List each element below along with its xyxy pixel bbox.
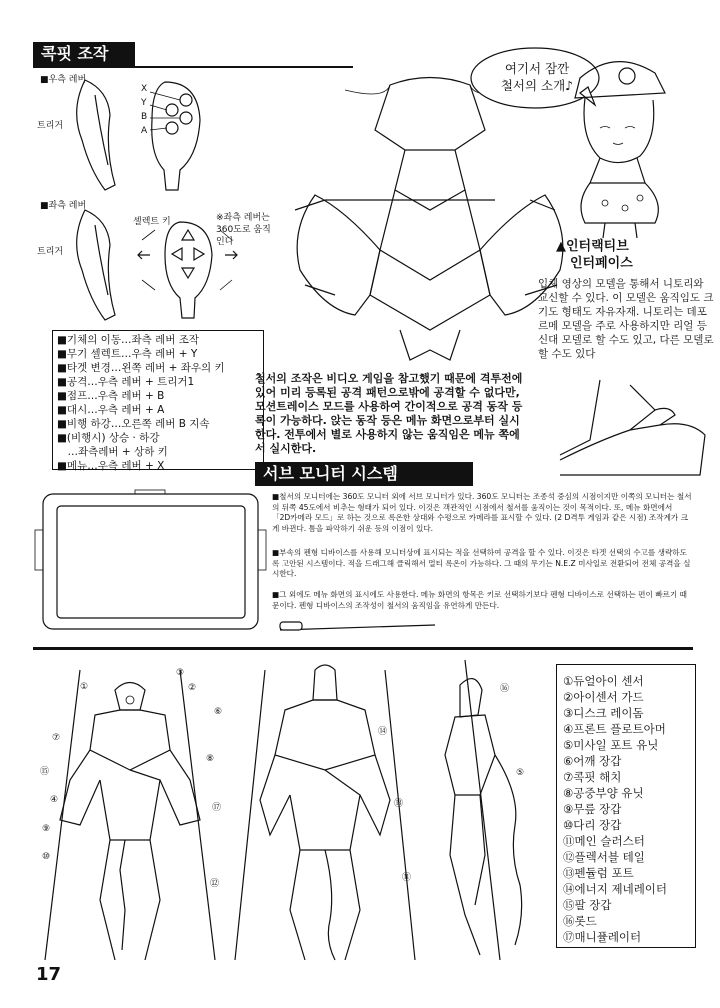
- legend-item: ⑦콕핏 해치: [563, 770, 622, 784]
- mech-front-view: [40, 660, 223, 970]
- command-item: ■대시…우측 레버 + A: [57, 404, 165, 416]
- left-lever-note: ※좌측 레버는 360도로 움직인다: [216, 213, 271, 247]
- command-item: ■(비행시) 상승 · 하강: [57, 432, 160, 444]
- speech-line: 철서의 소개♪: [500, 78, 574, 93]
- legend-item: ②아이센서 가드: [563, 690, 644, 704]
- command-item: ■공격…우측 레버 + 트리거1: [57, 376, 195, 388]
- callout-number: ⑰: [212, 803, 222, 813]
- callout-number: ①: [80, 682, 89, 692]
- cockpit-body-text: 철서의 조작은 비디오 게임을 참고했기 때문에 격투전에 있어 미리 등록된 공격 패턴으로밖에 공격할 수 없다만, 모션트레이스 모드를 사용하여 간이적으로 공격 동작 등록이 가능하다. 앉는 동작 등은 메뉴 화면으로부터 실시한다. 전투에서 별로 사용하지 않는 움직임은 메뉴 쪽에서 실시한다.: [255, 372, 523, 455]
- legend-item: ⑪메인 슬러스터: [563, 834, 645, 848]
- mech-side-view: [410, 655, 540, 965]
- command-list-box: [52, 330, 264, 470]
- legend-item: ⑤미사일 포트 유닛: [563, 738, 659, 752]
- left-lever-illustration: [60, 200, 220, 325]
- legend-item: ⑫플렉서블 테일: [563, 850, 645, 864]
- callout-number: ⑬: [394, 799, 404, 809]
- callout-number: ⑪: [402, 873, 412, 883]
- legend-item: ⑧공중부양 유닛: [563, 786, 644, 800]
- trigger-label-left: 트리거: [37, 247, 64, 257]
- section-divider-thick: [33, 647, 693, 650]
- command-item: ■메뉴…우측 레버 + X: [57, 460, 165, 472]
- callout-number: ②: [188, 683, 197, 693]
- left-lever-label: ■좌측 레버: [40, 201, 87, 211]
- cockpit-section-title: 콕핏 조작: [33, 42, 135, 66]
- callout-number: ⑯: [500, 684, 510, 694]
- character-illustration: [565, 48, 675, 238]
- interactive-title-line: ▲인터랙티브: [556, 239, 629, 254]
- legend-item: ④프론트 플로트아머: [563, 722, 666, 736]
- submonitor-para-1: ■철서의 모니터에는 360도 모니터 외에 서브 모니터가 있다. 360도 모니터는 조종석 중심의 시점이지만 이쪽의 모니터는 철서의 뒤쪽 45도에서 비추는 형태가 되어 있다. 이것은 객관적인 시점에서 철서를 움직이는 것이 목적이다. 또, 메뉴 화면에서 「2D카메라 모드」로 하는 것으로 록온한 상대와 수평으로 카메라를 표시할 수 있다. (2 D격투 게임과 같은 시점) 조작계가 크게 바뀐다. 틈을 파악하기 쉬운 등의 이점이 있다.: [272, 492, 692, 533]
- callout-number: ③: [176, 668, 185, 678]
- command-item: ■비행 하강…오른쪽 레버 B 지속: [57, 418, 210, 430]
- legend-item: ⑨무릎 장갑: [563, 802, 622, 816]
- interactive-title: [556, 238, 633, 272]
- interactive-body: 입체 영상의 모델을 통해서 니토리와 교신할 수 있다. 이 모델은 움직임도 크기도 형태도 자유자재. 니토리는 데포르메 모델을 주로 사용하지만 리얼 등신대 모델로 할 수도 있고, 다른 모델로 할 수도 있다: [538, 278, 714, 360]
- callout-number: ⑧: [206, 754, 215, 764]
- submonitor-para-3: ■그 외에도 메뉴 화면의 표시에도 사용한다. 메뉴 화면의 항목은 키로 선택하기보다 펜형 디바이스로 선택하는 편이 빠르기 때문이다. 펜형 디바이스의 조작성이 철서의 움직임을 유연하게 만든다.: [272, 590, 687, 610]
- callout-number: ⑮: [40, 767, 50, 777]
- speech-line: 여기서 잠깐: [504, 61, 570, 76]
- button-x-label: X: [141, 84, 148, 94]
- submonitor-para-2: ■부속의 펜형 디바이스를 사용해 모니터상에 표시되는 적을 선택하여 공격을 할 수 있다. 이것은 타겟 선택의 수고를 생략하도록 고안된 시스템이다. 적을 드래그해 클릭해서 멀티 록온이 가능하다. 그 때의 무기는 N.E.Z 미사일로 전환되어 전체 공격을 실시한다.: [272, 548, 691, 578]
- legend-item: ③디스크 레이돔: [563, 706, 644, 720]
- parts-legend-box: [556, 664, 696, 948]
- callout-number: ⑥: [214, 707, 223, 717]
- button-y-label: Y: [141, 98, 147, 108]
- legend-item: ①듀얼아이 센서: [563, 674, 644, 688]
- command-item: …좌측레버 + 상하 키: [57, 446, 168, 458]
- hand-pen-illustration: [560, 380, 710, 480]
- submonitor-section-title: 서브 모니터 시스템: [255, 462, 473, 486]
- callout-number: ⑭: [378, 727, 388, 737]
- command-item: ■기체의 이동…좌측 레버 조작: [57, 334, 200, 346]
- callout-number: ④: [50, 795, 59, 805]
- select-key-label: 셀렉트 키: [133, 217, 171, 227]
- callout-number: ⑨: [42, 824, 51, 834]
- right-lever-illustration: [60, 70, 220, 200]
- command-item: ■타겟 변경…왼쪽 레버 + 좌우의 키: [57, 362, 225, 374]
- callout-number: ⑩: [42, 852, 51, 862]
- legend-item: ⑮팔 장갑: [563, 898, 612, 912]
- legend-item: ⑭에너지 제네레이터: [563, 882, 668, 896]
- tablet-monitor-illustration: [35, 490, 275, 645]
- callout-number: ⑦: [52, 733, 61, 743]
- callout-number: ⑫: [210, 879, 220, 889]
- right-lever-label: ■우측 레버: [40, 75, 87, 85]
- button-b-label: B: [141, 112, 148, 122]
- command-item: ■무기 셀렉트…우측 레버 + Y: [57, 348, 198, 360]
- callout-number: ⑤: [516, 768, 525, 778]
- interactive-title-line: 인터페이스: [570, 256, 633, 271]
- legend-item: ⑰매니퓰레이터: [563, 930, 642, 944]
- trigger-label-right: 트리거: [37, 121, 64, 131]
- page-number: 17: [36, 964, 62, 985]
- legend-item: ⑯롯드: [563, 914, 597, 928]
- legend-item: ⑥어깨 장갑: [563, 754, 622, 768]
- mech-back-view: [225, 660, 425, 970]
- command-item: ■점프…우측 레버 + B: [57, 390, 165, 402]
- legend-item: ⑬펜듈럼 포트: [563, 866, 634, 880]
- legend-item: ⑩다리 장갑: [563, 818, 622, 832]
- button-a-label: A: [141, 126, 148, 136]
